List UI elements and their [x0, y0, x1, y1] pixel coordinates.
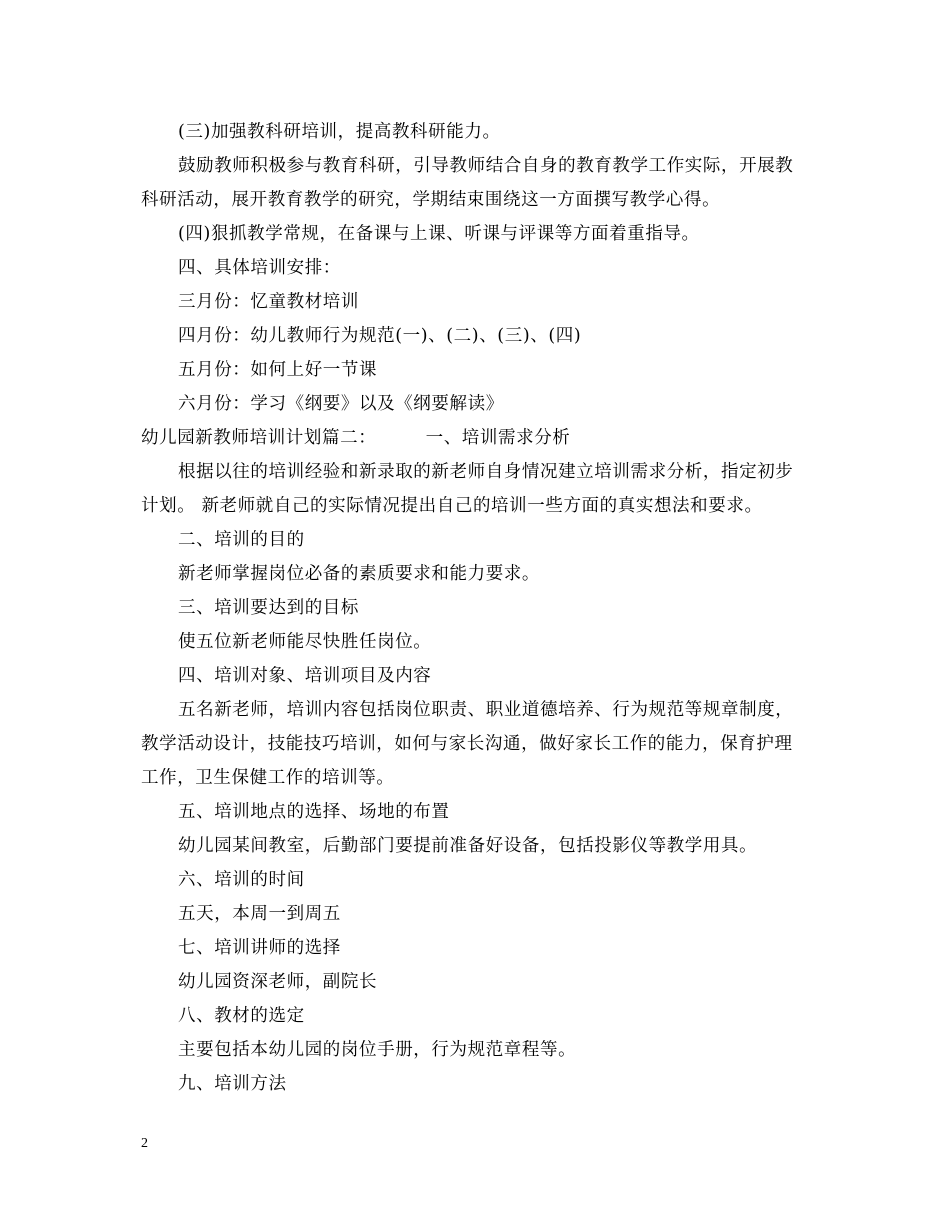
paragraph-line: 新老师掌握岗位必备的素质要求和能力要求。 [178, 564, 540, 584]
schedule-item: 四月份：幼儿教师行为规范(一)、(二)、(三)、(四) [178, 326, 582, 346]
paragraph-line: 计划。 新老师就自己的实际情况提出自己的培训一些方面的真实想法和要求。 [141, 496, 763, 516]
section-heading: 五、培训地点的选择、场地的布置 [178, 802, 450, 822]
paragraph-line: 幼儿园资深老师，副院长 [178, 972, 378, 992]
section-heading-3: (三)加强教科研培训，提高教科研能力。 [178, 122, 501, 142]
section-heading-4: (四)狠抓教学常规，在备课与上课、听课与评课等方面着重指导。 [178, 224, 700, 244]
paragraph-line: 根据以往的培训经验和新录取的新老师自身情况建立培训需求分析，指定初步 [178, 462, 794, 482]
paragraph-line: 鼓励教师积极参与教育科研，引导教师结合自身的教育教学工作实际，开展教 [178, 156, 794, 176]
section-heading: 二、培训的目的 [178, 530, 305, 550]
paragraph-line: 使五位新老师能尽快胜任岗位。 [178, 632, 432, 652]
paragraph-line: 科研活动，展开教育教学的研究，学期结束围绕这一方面撰写教学心得。 [141, 190, 721, 210]
schedule-item: 六月份：学习《纲要》以及《纲要解读》 [178, 394, 504, 414]
section-heading: 六、培训的时间 [178, 870, 305, 890]
schedule-item: 五月份：如何上好一节课 [178, 360, 378, 380]
page-number: 2 [141, 1136, 148, 1151]
paragraph-line: 五名新老师，培训内容包括岗位职责、职业道德培养、行为规范等规章制度， [178, 700, 794, 720]
schedule-item: 三月份：忆童教材培训 [178, 292, 359, 312]
paragraph-line: 教学活动设计，技能技巧培训，如何与家长沟通，做好家长工作的能力，保育护理 [141, 734, 793, 754]
section-heading: 七、培训讲师的选择 [178, 938, 341, 958]
paragraph-line: 幼儿园某间教室，后勤部门要提前准备好设备，包括投影仪等教学用具。 [178, 836, 758, 856]
part-two-title: 幼儿园新教师培训计划篇二： 一、培训需求分析 [141, 428, 571, 448]
section-heading: 三、培训要达到的目标 [178, 598, 359, 618]
section-heading: 九、培训方法 [178, 1074, 287, 1094]
paragraph-line: 主要包括本幼儿园的岗位手册，行为规范章程等。 [178, 1040, 577, 1060]
section-heading: 四、培训对象、培训项目及内容 [178, 666, 432, 686]
section-heading: 四、具体培训安排： [178, 258, 341, 278]
paragraph-line: 工作，卫生保健工作的培训等。 [141, 768, 395, 788]
section-heading: 八、教材的选定 [178, 1006, 305, 1026]
paragraph-line: 五天，本周一到周五 [178, 904, 341, 924]
